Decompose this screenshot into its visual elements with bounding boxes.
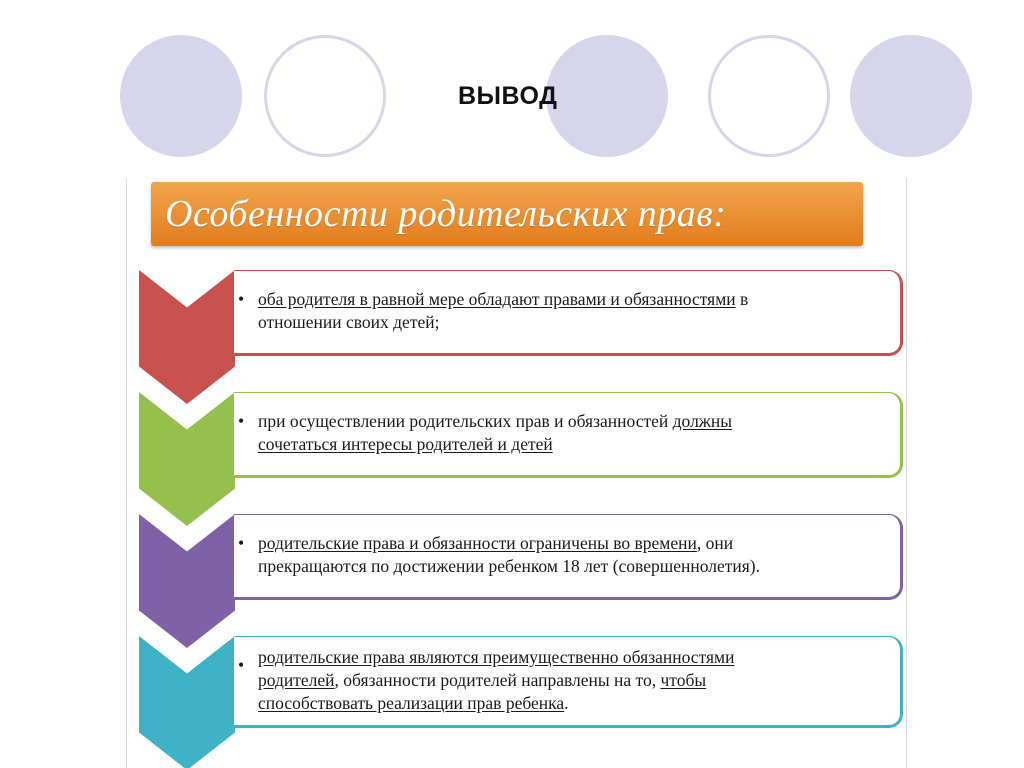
slide-title: ВЫВОД (458, 82, 558, 110)
item-card-3 (234, 514, 903, 600)
item-text-1 (258, 288, 894, 334)
item-4-line2-underlined: родителей (258, 670, 335, 690)
item-4-line2-mid: , обязанности родителей направлены на то, (334, 670, 661, 690)
chevron-red (139, 270, 235, 404)
header-text: Особенности родительских прав: (165, 193, 727, 235)
item-1-line1-underlined: оба родителя в равной мере обладают правами и обязанностями (258, 289, 736, 309)
item-1-line2: отношении своих детей; (258, 312, 440, 332)
bullet-icon: • (238, 533, 245, 553)
item-card-2 (234, 392, 903, 478)
item-text-2 (258, 410, 894, 456)
item-2-line1-plain: при осуществлении родительских прав и обязанностей (258, 411, 673, 431)
decor-circle-5 (850, 35, 972, 157)
bullet-icon: • (238, 289, 245, 309)
item-card-1 (234, 270, 903, 356)
figure-left-border (126, 178, 127, 768)
item-4-line3-rest: . (564, 693, 569, 713)
chevron-green (139, 392, 235, 526)
diagram-figure (126, 178, 908, 768)
item-2-line1-underlined: должны (672, 411, 733, 431)
bullet-icon: • (238, 411, 245, 431)
item-3-line1-underlined: родительские права и обязанности ограничены во времени (258, 533, 697, 553)
item-text-4 (258, 646, 894, 715)
figure-right-border (906, 178, 907, 768)
decor-circle-2 (264, 35, 386, 157)
item-card-4 (234, 636, 903, 728)
item-1-line1-rest: в (735, 289, 749, 309)
decor-circle-4 (708, 35, 830, 157)
header-banner (151, 182, 863, 246)
decor-circle-3 (546, 35, 668, 157)
item-3-line2: прекращаются по достижении ребенком 18 лет (совершеннолетия). (258, 556, 760, 576)
item-4-line3-underlined: способствовать реализации прав ребенка (258, 693, 565, 713)
bullet-icon: • (238, 655, 245, 675)
item-text-3 (258, 532, 894, 578)
item-2-line2-underlined: сочетаться интересы родителей и детей (258, 434, 553, 454)
item-3-line1-rest: , они (696, 533, 734, 553)
chevron-teal (139, 636, 235, 768)
decor-circle-1 (120, 35, 242, 157)
item-4-line1-underlined: родительские права являются преимущественно обязанностями (258, 647, 735, 667)
chevron-purple (139, 514, 235, 648)
item-4-line2-underlined-2: чтобы (660, 670, 707, 690)
